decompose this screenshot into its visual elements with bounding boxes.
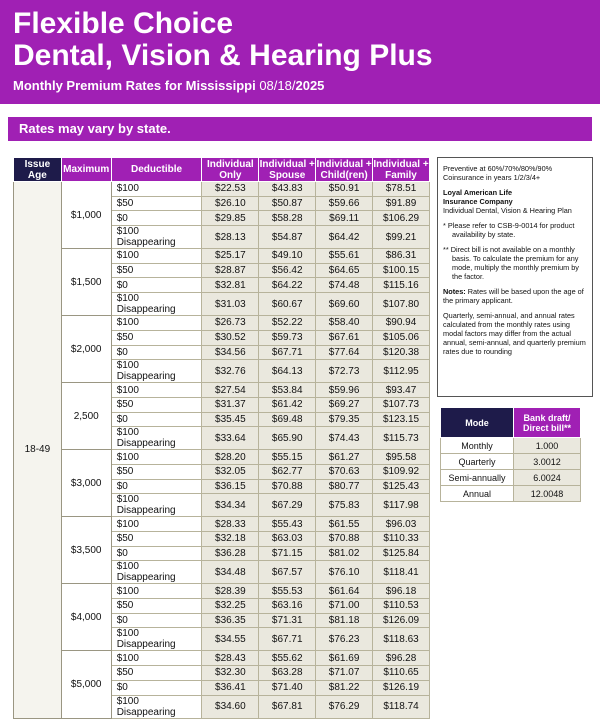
rate-individual-family: $91.89 bbox=[373, 196, 430, 211]
preventive-text: Preventive at 60%/70%/80%/90% bbox=[443, 164, 553, 173]
mode-row bbox=[441, 470, 581, 486]
rate-individual-children: $71.07 bbox=[316, 666, 373, 681]
rate-individual-family: $90.94 bbox=[373, 316, 430, 331]
coinsurance-text: Coinsurance in years 1/2/3/4+ bbox=[443, 173, 541, 182]
deductible-cell: $100 bbox=[111, 182, 202, 197]
rate-individual-spouse: $63.16 bbox=[259, 599, 316, 614]
table-row bbox=[14, 450, 430, 465]
mode-table-header bbox=[441, 408, 581, 438]
maximum-cell: $5,000 bbox=[61, 651, 111, 718]
rate-individual-spouse: $55.43 bbox=[259, 517, 316, 532]
rate-individual-spouse: $58.28 bbox=[259, 211, 316, 226]
rate-individual-spouse: $64.13 bbox=[259, 360, 316, 383]
rate-individual-only: $25.17 bbox=[202, 249, 259, 264]
rate-individual-only: $32.05 bbox=[202, 464, 259, 479]
deductible-cell: $100 bbox=[111, 651, 202, 666]
mode-name: Quarterly bbox=[441, 454, 514, 470]
maximum-cell: $1,500 bbox=[61, 249, 111, 316]
rate-individual-spouse: $63.03 bbox=[259, 532, 316, 547]
mode-row bbox=[441, 486, 581, 502]
rate-individual-family: $96.03 bbox=[373, 517, 430, 532]
issue-age-cell: 18-49 bbox=[14, 182, 62, 719]
deductible-cell: $100 bbox=[111, 450, 202, 465]
deductible-cell: $50 bbox=[111, 599, 202, 614]
rate-individual-family: $107.73 bbox=[373, 397, 430, 412]
notice-band bbox=[8, 117, 592, 141]
rate-individual-only: $28.87 bbox=[202, 263, 259, 278]
rate-individual-only: $31.37 bbox=[202, 397, 259, 412]
rate-individual-family: $100.15 bbox=[373, 263, 430, 278]
deductible-cell: $50 bbox=[111, 196, 202, 211]
rate-individual-children: $70.88 bbox=[316, 532, 373, 547]
subtitle bbox=[13, 78, 324, 93]
rate-table-header bbox=[14, 158, 430, 182]
rate-individual-children: $81.22 bbox=[316, 680, 373, 695]
deductible-cell: $0 bbox=[111, 546, 202, 561]
deductible-cell: $0 bbox=[111, 412, 202, 427]
rate-individual-only: $32.25 bbox=[202, 599, 259, 614]
rate-individual-children: $61.69 bbox=[316, 651, 373, 666]
deductible-cell: $50 bbox=[111, 330, 202, 345]
deductible-cell: $100 bbox=[111, 249, 202, 264]
rate-individual-family: $120.38 bbox=[373, 345, 430, 360]
deductible-cell: $100 bbox=[111, 316, 202, 331]
rate-individual-children: $76.23 bbox=[316, 628, 373, 651]
rate-individual-only: $32.76 bbox=[202, 360, 259, 383]
rate-individual-family: $107.80 bbox=[373, 293, 430, 316]
mode-factor-table bbox=[440, 407, 581, 502]
rate-individual-family: $110.53 bbox=[373, 599, 430, 614]
rate-individual-only: $32.18 bbox=[202, 532, 259, 547]
deductible-cell: $0 bbox=[111, 613, 202, 628]
deductible-cell: $0 bbox=[111, 345, 202, 360]
deductible-cell: $50 bbox=[111, 464, 202, 479]
rate-individual-spouse: $65.90 bbox=[259, 427, 316, 450]
rate-individual-only: $31.03 bbox=[202, 293, 259, 316]
rate-individual-children: $81.18 bbox=[316, 613, 373, 628]
rate-individual-spouse: $60.67 bbox=[259, 293, 316, 316]
rate-individual-spouse: $62.77 bbox=[259, 464, 316, 479]
rate-individual-spouse: $55.15 bbox=[259, 450, 316, 465]
rate-individual-family: $117.98 bbox=[373, 494, 430, 517]
rate-individual-spouse: $67.81 bbox=[259, 695, 316, 718]
rate-individual-family: $115.16 bbox=[373, 278, 430, 293]
rate-individual-only: $34.34 bbox=[202, 494, 259, 517]
deductible-cell: $100 Disappearing bbox=[111, 427, 202, 450]
rate-individual-spouse: $53.84 bbox=[259, 383, 316, 398]
title-line-1: Flexible Choice bbox=[13, 7, 234, 40]
deductible-cell: $100 Disappearing bbox=[111, 226, 202, 249]
mode-row bbox=[441, 438, 581, 454]
rate-individual-children: $77.64 bbox=[316, 345, 373, 360]
modal-factor-note: Quarterly, semi-annual, and annual rates calculated from the monthly rates using modal factors may differ from the actual annual, semi-annual, and quarterly premium rates due to rounding bbox=[443, 311, 586, 356]
rate-individual-spouse: $70.88 bbox=[259, 479, 316, 494]
rate-individual-spouse: $67.57 bbox=[259, 561, 316, 584]
subtitle-year: 2025 bbox=[295, 78, 325, 93]
rate-individual-spouse: $55.53 bbox=[259, 584, 316, 599]
rate-individual-only: $34.60 bbox=[202, 695, 259, 718]
company-name-line-2: Insurance Company bbox=[443, 197, 513, 206]
rate-individual-children: $61.64 bbox=[316, 584, 373, 599]
rate-individual-family: $125.43 bbox=[373, 479, 430, 494]
header-issue-age: Issue Age bbox=[14, 158, 62, 182]
rate-individual-family: $115.73 bbox=[373, 427, 430, 450]
rate-individual-only: $34.55 bbox=[202, 628, 259, 651]
title-line-2: Dental, Vision & Hearing Plus bbox=[13, 39, 433, 72]
table-row bbox=[14, 651, 430, 666]
deductible-cell: $100 Disappearing bbox=[111, 293, 202, 316]
rate-individual-children: $79.35 bbox=[316, 412, 373, 427]
rate-individual-children: $81.02 bbox=[316, 546, 373, 561]
deductible-cell: $100 Disappearing bbox=[111, 628, 202, 651]
rate-individual-only: $28.33 bbox=[202, 517, 259, 532]
table-row bbox=[14, 182, 430, 197]
rate-individual-only: $32.30 bbox=[202, 666, 259, 681]
header-individual-children: Individual + Child(ren) bbox=[316, 158, 372, 181]
deductible-cell: $100 bbox=[111, 584, 202, 599]
rate-individual-children: $80.77 bbox=[316, 479, 373, 494]
rate-individual-only: $34.56 bbox=[202, 345, 259, 360]
rate-individual-children: $69.27 bbox=[316, 397, 373, 412]
rate-individual-only: $30.52 bbox=[202, 330, 259, 345]
rate-individual-children: $74.48 bbox=[316, 278, 373, 293]
rate-individual-family: $96.18 bbox=[373, 584, 430, 599]
rate-individual-family: $110.65 bbox=[373, 666, 430, 681]
rate-individual-family: $93.47 bbox=[373, 383, 430, 398]
rate-individual-children: $59.96 bbox=[316, 383, 373, 398]
rate-individual-family: $118.41 bbox=[373, 561, 430, 584]
rate-individual-only: $34.48 bbox=[202, 561, 259, 584]
rate-individual-children: $76.29 bbox=[316, 695, 373, 718]
rate-individual-only: $36.35 bbox=[202, 613, 259, 628]
rate-individual-spouse: $71.31 bbox=[259, 613, 316, 628]
header-mode: Mode bbox=[441, 408, 514, 438]
header-individual-family: Individual + Family bbox=[373, 158, 429, 181]
rate-individual-children: $69.60 bbox=[316, 293, 373, 316]
rate-individual-only: $29.85 bbox=[202, 211, 259, 226]
rate-individual-spouse: $67.71 bbox=[259, 345, 316, 360]
rate-individual-children: $50.91 bbox=[316, 182, 373, 197]
rate-individual-children: $69.11 bbox=[316, 211, 373, 226]
rate-individual-family: $86.31 bbox=[373, 249, 430, 264]
subtitle-prefix: Monthly Premium Rates for Mississippi bbox=[13, 78, 260, 93]
rate-individual-spouse: $67.71 bbox=[259, 628, 316, 651]
mode-factor: 12.0048 bbox=[514, 486, 581, 502]
rate-individual-only: $33.64 bbox=[202, 427, 259, 450]
header-individual-spouse: Individual + Spouse bbox=[259, 158, 315, 181]
rate-individual-spouse: $69.48 bbox=[259, 412, 316, 427]
rate-individual-only: $28.43 bbox=[202, 651, 259, 666]
rate-individual-family: $126.19 bbox=[373, 680, 430, 695]
deductible-cell: $100 bbox=[111, 383, 202, 398]
header-individual-only: Individual Only bbox=[202, 158, 259, 182]
rate-individual-spouse: $61.42 bbox=[259, 397, 316, 412]
deductible-cell: $0 bbox=[111, 211, 202, 226]
plan-name: Individual Dental, Vision & Hearing Plan bbox=[443, 206, 572, 215]
rate-individual-only: $28.13 bbox=[202, 226, 259, 249]
rate-individual-family: $95.58 bbox=[373, 450, 430, 465]
deductible-cell: $100 Disappearing bbox=[111, 360, 202, 383]
rate-individual-children: $70.63 bbox=[316, 464, 373, 479]
deductible-cell: $50 bbox=[111, 263, 202, 278]
rate-individual-family: $123.15 bbox=[373, 412, 430, 427]
deductible-cell: $100 Disappearing bbox=[111, 494, 202, 517]
rate-individual-children: $75.83 bbox=[316, 494, 373, 517]
rate-individual-spouse: $63.28 bbox=[259, 666, 316, 681]
rate-individual-children: $67.61 bbox=[316, 330, 373, 345]
table-row bbox=[14, 383, 430, 398]
mode-name: Semi-annually bbox=[441, 470, 514, 486]
notes-text: Rates will be based upon the age of the primary applicant. bbox=[443, 287, 584, 305]
rate-individual-only: $36.15 bbox=[202, 479, 259, 494]
rate-individual-spouse: $59.73 bbox=[259, 330, 316, 345]
deductible-cell: $50 bbox=[111, 532, 202, 547]
deductible-cell: $100 Disappearing bbox=[111, 561, 202, 584]
rate-individual-spouse: $52.22 bbox=[259, 316, 316, 331]
deductible-cell: $100 Disappearing bbox=[111, 695, 202, 718]
rate-individual-only: $26.10 bbox=[202, 196, 259, 211]
rate-individual-spouse: $56.42 bbox=[259, 263, 316, 278]
rate-individual-family: $96.28 bbox=[373, 651, 430, 666]
rate-individual-children: $61.55 bbox=[316, 517, 373, 532]
rate-individual-only: $22.53 bbox=[202, 182, 259, 197]
table-row bbox=[14, 517, 430, 532]
mode-factor: 3.0012 bbox=[514, 454, 581, 470]
rate-individual-only: $27.54 bbox=[202, 383, 259, 398]
rate-individual-spouse: $50.87 bbox=[259, 196, 316, 211]
mode-name: Monthly bbox=[441, 438, 514, 454]
deductible-cell: $0 bbox=[111, 278, 202, 293]
mode-factor: 6.0024 bbox=[514, 470, 581, 486]
subtitle-date: 08/18/ bbox=[259, 78, 296, 93]
header-bank-draft: Bank draft/ Direct bill** bbox=[514, 408, 581, 438]
rate-individual-children: $76.10 bbox=[316, 561, 373, 584]
deductible-cell: $0 bbox=[111, 479, 202, 494]
notes-paragraph bbox=[443, 287, 587, 305]
mode-row bbox=[441, 454, 581, 470]
maximum-cell: $3,500 bbox=[61, 517, 111, 584]
maximum-cell: $2,000 bbox=[61, 316, 111, 383]
rate-individual-children: $71.00 bbox=[316, 599, 373, 614]
rate-individual-family: $126.09 bbox=[373, 613, 430, 628]
rate-individual-family: $125.84 bbox=[373, 546, 430, 561]
notes-box bbox=[437, 157, 593, 397]
rate-individual-children: $59.66 bbox=[316, 196, 373, 211]
rate-individual-children: $61.27 bbox=[316, 450, 373, 465]
rate-individual-spouse: $54.87 bbox=[259, 226, 316, 249]
rate-individual-spouse: $43.83 bbox=[259, 182, 316, 197]
rate-individual-only: $28.39 bbox=[202, 584, 259, 599]
rate-individual-spouse: $55.62 bbox=[259, 651, 316, 666]
header-maximum: Maximum bbox=[61, 158, 111, 182]
rate-individual-spouse: $71.40 bbox=[259, 680, 316, 695]
rate-individual-only: $26.73 bbox=[202, 316, 259, 331]
table-row bbox=[14, 584, 430, 599]
maximum-cell: 2,500 bbox=[61, 383, 111, 450]
notice-text: Rates may vary by state. bbox=[19, 121, 171, 136]
rate-individual-family: $118.63 bbox=[373, 628, 430, 651]
rate-individual-family: $110.33 bbox=[373, 532, 430, 547]
rate-individual-family: $105.06 bbox=[373, 330, 430, 345]
notes-label: Notes: bbox=[443, 287, 466, 296]
deductible-cell: $100 bbox=[111, 517, 202, 532]
rate-individual-only: $36.41 bbox=[202, 680, 259, 695]
deductible-cell: $50 bbox=[111, 666, 202, 681]
rate-individual-children: $64.42 bbox=[316, 226, 373, 249]
rate-individual-spouse: $71.15 bbox=[259, 546, 316, 561]
rate-individual-family: $118.74 bbox=[373, 695, 430, 718]
rate-individual-children: $58.40 bbox=[316, 316, 373, 331]
rate-individual-children: $55.61 bbox=[316, 249, 373, 264]
mode-name: Annual bbox=[441, 486, 514, 502]
direct-bill-note: ** Direct bill is not available on a monthly basis. To calculate the premium for any mode, multiply the monthly premium by the factor. bbox=[443, 245, 579, 281]
mode-factor: 1.000 bbox=[514, 438, 581, 454]
rate-individual-family: $106.29 bbox=[373, 211, 430, 226]
rate-individual-family: $112.95 bbox=[373, 360, 430, 383]
rate-individual-children: $64.65 bbox=[316, 263, 373, 278]
table-row bbox=[14, 249, 430, 264]
rate-individual-children: $72.73 bbox=[316, 360, 373, 383]
deductible-cell: $0 bbox=[111, 680, 202, 695]
maximum-cell: $3,000 bbox=[61, 450, 111, 517]
rate-individual-family: $78.51 bbox=[373, 182, 430, 197]
rate-individual-only: $36.28 bbox=[202, 546, 259, 561]
table-row bbox=[14, 316, 430, 331]
rate-individual-only: $32.81 bbox=[202, 278, 259, 293]
rate-individual-spouse: $49.10 bbox=[259, 249, 316, 264]
rate-individual-family: $109.92 bbox=[373, 464, 430, 479]
rate-individual-family: $99.21 bbox=[373, 226, 430, 249]
maximum-cell: $1,000 bbox=[61, 182, 111, 249]
rate-individual-only: $28.20 bbox=[202, 450, 259, 465]
header-deductible: Deductible bbox=[111, 158, 202, 182]
rate-individual-only: $35.45 bbox=[202, 412, 259, 427]
maximum-cell: $4,000 bbox=[61, 584, 111, 651]
rate-individual-children: $74.43 bbox=[316, 427, 373, 450]
deductible-cell: $50 bbox=[111, 397, 202, 412]
company-name-line-1: Loyal American Life bbox=[443, 188, 513, 197]
rate-table bbox=[13, 157, 430, 719]
rate-individual-spouse: $67.29 bbox=[259, 494, 316, 517]
availability-note: * Please refer to CSB-9-0014 for product availability by state. bbox=[443, 221, 575, 239]
header-banner bbox=[0, 0, 600, 104]
rate-individual-spouse: $64.22 bbox=[259, 278, 316, 293]
